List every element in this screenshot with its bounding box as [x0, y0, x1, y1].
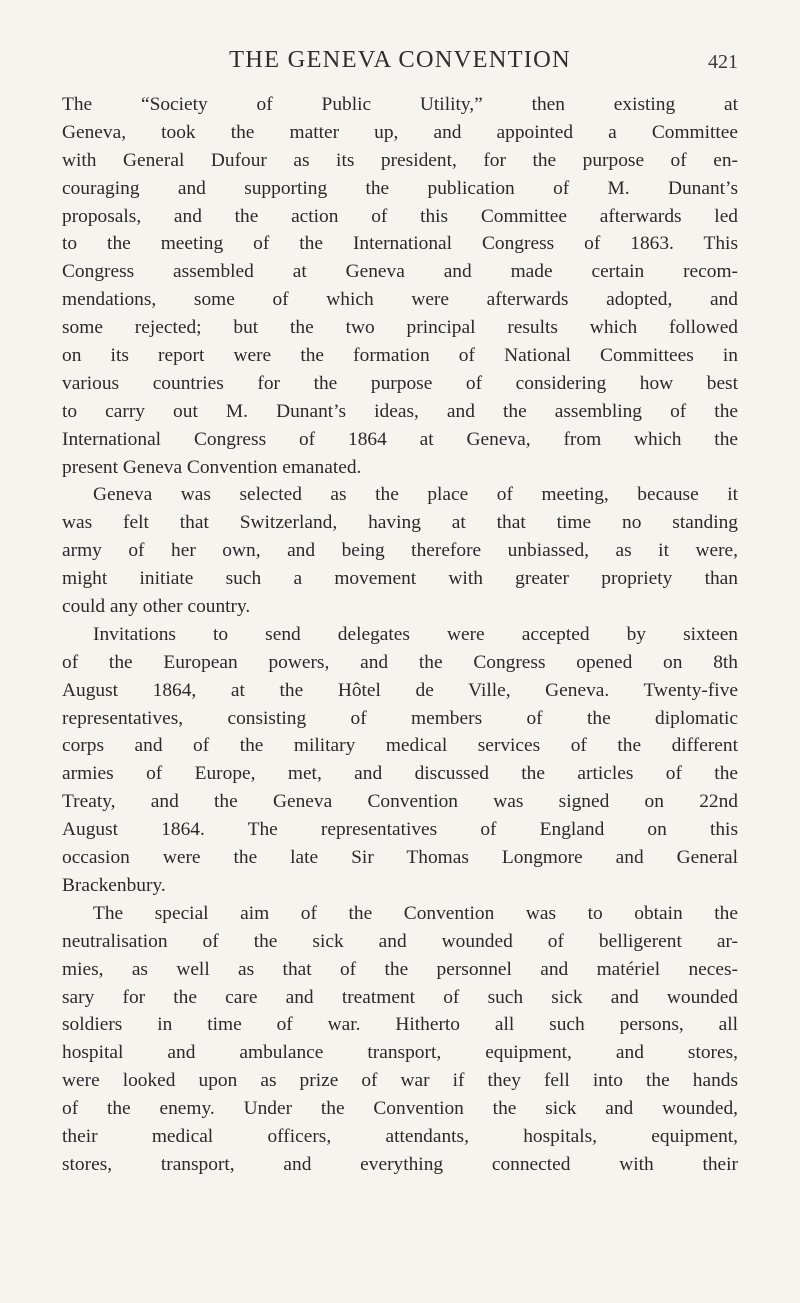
text-line: to carry out M. Dunant’s ideas, and the assembling of the — [62, 400, 738, 422]
text-line: The special aim of the Convention was to obtain the — [93, 902, 738, 924]
text-line: corps and of the military medical services of the different — [62, 735, 738, 757]
text-line: of the enemy. Under the Convention the sick and wounded, — [62, 1098, 738, 1120]
body-text — [62, 91, 738, 1179]
text-line: might initiate such a movement with greater propriety than — [62, 568, 738, 590]
text-line: International Congress of 1864 at Geneva, from which the — [62, 428, 738, 450]
text-line: stores, transport, and everything connected with their — [62, 1153, 738, 1175]
text-line: could any other country. — [62, 596, 251, 618]
text-line: hospital and ambulance transport, equipment, and stores, — [62, 1042, 738, 1064]
running-title: THE GENEVA CONVENTION — [229, 46, 571, 73]
text-line: army of her own, and being therefore unbiassed, as it were, — [62, 540, 738, 562]
text-line: August 1864. The representatives of England on this — [62, 819, 738, 841]
text-line: The “Society of Public Utility,” then existing at — [62, 94, 738, 115]
text-line: August 1864, at the Hôtel de Ville, Geneva. Twenty-five — [62, 679, 738, 701]
text-line: Geneva was selected as the place of meeting, because it — [93, 484, 738, 506]
text-line: Geneva, took the matter up, and appointed a Committee — [62, 121, 738, 143]
text-line: representatives, consisting of members of the diplomatic — [62, 707, 738, 729]
text-line: was felt that Switzerland, having at that time no standing — [62, 512, 738, 534]
text-line: with General Dufour as its president, for the purpose of en- — [62, 149, 738, 171]
text-line: occasion were the late Sir Thomas Longmore and General — [62, 847, 738, 869]
text-line: their medical officers, attendants, hospitals, equipment, — [62, 1125, 738, 1147]
text-line: various countries for the purpose of considering how best — [62, 372, 738, 394]
text-line: present Geneva Convention emanated. — [62, 456, 362, 478]
text-line: to the meeting of the International Congress of 1863. This — [62, 233, 738, 255]
text-line: soldiers in time of war. Hitherto all such persons, all — [62, 1014, 738, 1036]
text-line: on its report were the formation of National Committees in — [62, 345, 738, 367]
text-line: some rejected; but the two principal results which followed — [62, 317, 738, 339]
text-line: proposals, and the action of this Committee afterwards led — [62, 205, 738, 227]
text-line: mies, as well as that of the personnel and matériel neces- — [62, 958, 738, 980]
text-line: armies of Europe, met, and discussed the articles of the — [62, 763, 738, 785]
text-line: sary for the care and treatment of such sick and wounded — [62, 986, 738, 1008]
text-line: couraging and supporting the publication of M. Dunant’s — [62, 177, 738, 199]
text-line: Brackenbury. — [62, 874, 166, 896]
running-head — [62, 40, 738, 80]
page-number: 421 — [708, 51, 738, 73]
text-line: Invitations to send delegates were accepted by sixteen — [93, 623, 738, 645]
text-line: were looked upon as prize of war if they fell into the hands — [62, 1070, 738, 1092]
text-line: Congress assembled at Geneva and made certain recom- — [62, 261, 738, 283]
text-line: mendations, some of which were afterwards adopted, and — [62, 289, 738, 311]
text-line: of the European powers, and the Congress opened on 8th — [62, 651, 738, 673]
text-line: neutralisation of the sick and wounded of belligerent ar- — [62, 930, 738, 952]
text-line: Treaty, and the Geneva Convention was signed on 22nd — [62, 791, 738, 813]
